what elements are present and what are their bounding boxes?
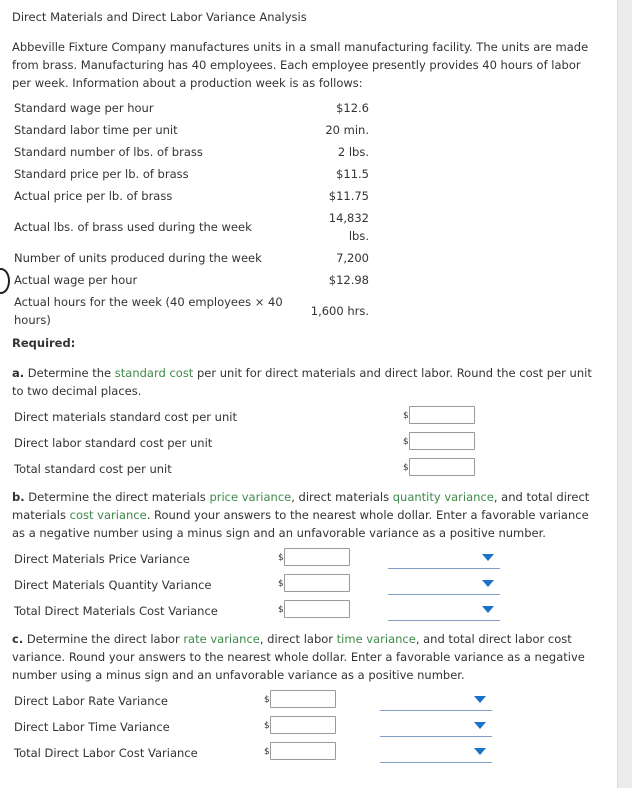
row-label: Direct Materials Price Variance bbox=[14, 552, 190, 566]
fact-label: Actual price per lb. of brass bbox=[14, 189, 173, 203]
fact-label: Standard wage per hour bbox=[14, 101, 154, 115]
term-link[interactable]: quantity variance bbox=[392, 490, 494, 504]
dl-time-variance-select[interactable] bbox=[380, 716, 492, 737]
fact-value: $12.98 bbox=[328, 273, 369, 287]
part-b-instructions: b. Determine the direct materials price variance, direct materials quantity variance, and total direct materials cost variance. Round your answers to the nearest whole dollar. Enter a favorable variance as a negative number using a minus sign and an unfavorable variance as a positive number. bbox=[12, 490, 590, 540]
caret-down-icon bbox=[482, 580, 494, 587]
caret-down-icon bbox=[482, 554, 494, 561]
dollar-sign: $ bbox=[403, 411, 409, 421]
fact-label: hours) bbox=[14, 313, 51, 327]
dm-price-variance-input[interactable] bbox=[284, 548, 350, 566]
row-label: Direct materials standard cost per unit bbox=[14, 410, 237, 424]
fact-value: 7,200 bbox=[336, 251, 369, 265]
fact-label: Standard number of lbs. of brass bbox=[14, 145, 203, 159]
dollar-sign: $ bbox=[278, 605, 284, 615]
page-title: Direct Materials and Direct Labor Variance Analysis bbox=[12, 10, 307, 24]
caret-down-icon bbox=[474, 748, 486, 755]
direct-materials-std-cost-input[interactable] bbox=[409, 406, 475, 424]
fact-label: Actual hours for the week (40 employees × 40 bbox=[14, 295, 283, 309]
row-label: Direct Labor Time Variance bbox=[14, 720, 170, 734]
fact-value: 2 lbs. bbox=[337, 145, 369, 159]
total-std-cost-input[interactable] bbox=[409, 458, 475, 476]
caret-down-icon bbox=[474, 722, 486, 729]
circle-mark bbox=[0, 268, 10, 294]
dl-time-variance-input[interactable] bbox=[270, 716, 336, 734]
row-label: Total Direct Labor Cost Variance bbox=[14, 746, 198, 760]
term-link[interactable]: time variance bbox=[336, 632, 416, 646]
fact-value: $11.5 bbox=[336, 167, 369, 181]
dm-total-variance-input[interactable] bbox=[284, 600, 350, 618]
row-label: Direct Labor Rate Variance bbox=[14, 694, 168, 708]
dm-quantity-variance-select[interactable] bbox=[388, 574, 500, 595]
row-label: Total Direct Materials Cost Variance bbox=[14, 604, 218, 618]
scrollbar-track[interactable] bbox=[617, 0, 632, 788]
fact-value: $12.6 bbox=[336, 101, 369, 115]
dollar-sign: $ bbox=[278, 553, 284, 563]
dl-total-variance-input[interactable] bbox=[270, 742, 336, 760]
fact-value: 14,832 bbox=[328, 211, 369, 225]
required-heading: Required: bbox=[12, 336, 76, 350]
part-a-instructions: a. Determine the standard cost per unit for direct materials and direct labor. Round the cost per unit to two decimal places. bbox=[12, 366, 592, 398]
dl-rate-variance-select[interactable] bbox=[380, 690, 492, 711]
dollar-sign: $ bbox=[264, 721, 270, 731]
dm-price-variance-select[interactable] bbox=[388, 548, 500, 569]
part-c-instructions: c. Determine the direct labor rate variance, direct labor time variance, and total direct labor cost variance. Round your answers to the nearest whole dollar. Enter a favorable variance as a negative number using a minus sign and an unfavorable variance as a positive number. bbox=[12, 632, 585, 682]
term-link[interactable]: cost variance bbox=[69, 508, 147, 522]
term-link[interactable]: rate variance bbox=[183, 632, 260, 646]
fact-label: Standard labor time per unit bbox=[14, 123, 178, 137]
caret-down-icon bbox=[482, 606, 494, 613]
direct-labor-std-cost-input[interactable] bbox=[409, 432, 475, 450]
dollar-sign: $ bbox=[264, 695, 270, 705]
dm-quantity-variance-input[interactable] bbox=[284, 574, 350, 592]
intro-paragraph: Abbeville Fixture Company manufactures units in a small manufacturing facility. The units are made from brass. Manufacturing has 40 employees. Each employee presently provides 40 hours of labor per week. Information about a production week is as follows: bbox=[12, 40, 589, 90]
dl-rate-variance-input[interactable] bbox=[270, 690, 336, 708]
fact-label: Number of units produced during the week bbox=[14, 251, 262, 265]
row-label: Total standard cost per unit bbox=[14, 462, 172, 476]
dm-total-variance-select[interactable] bbox=[388, 600, 500, 621]
row-label: Direct labor standard cost per unit bbox=[14, 436, 213, 450]
fact-value: $11.75 bbox=[328, 189, 369, 203]
caret-down-icon bbox=[474, 696, 486, 703]
dollar-sign: $ bbox=[278, 579, 284, 589]
dollar-sign: $ bbox=[264, 747, 270, 757]
row-label: Direct Materials Quantity Variance bbox=[14, 578, 212, 592]
fact-label: Actual lbs. of brass used during the week bbox=[14, 220, 252, 234]
dollar-sign: $ bbox=[403, 463, 409, 473]
fact-label: Standard price per lb. of brass bbox=[14, 167, 189, 181]
dollar-sign: $ bbox=[403, 437, 409, 447]
fact-label: Actual wage per hour bbox=[14, 273, 138, 287]
fact-value: 1,600 hrs. bbox=[310, 304, 369, 318]
term-link[interactable]: price variance bbox=[209, 490, 292, 504]
term-link[interactable]: standard cost bbox=[114, 366, 194, 380]
dl-total-variance-select[interactable] bbox=[380, 742, 492, 763]
fact-value: 20 min. bbox=[325, 123, 369, 137]
fact-value: lbs. bbox=[348, 229, 369, 243]
